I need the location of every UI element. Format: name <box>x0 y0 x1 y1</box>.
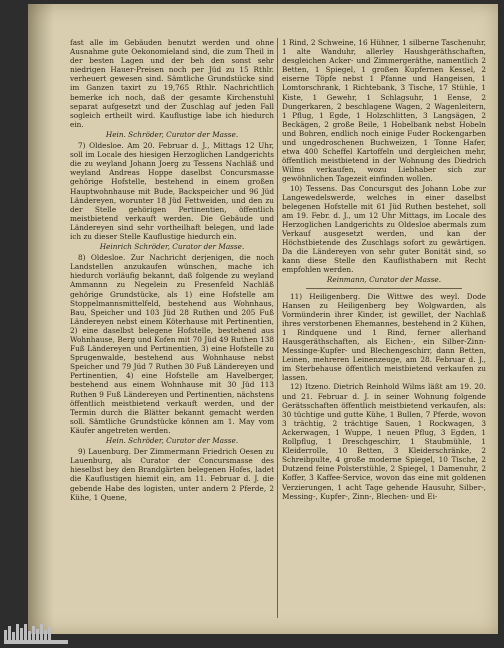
notice-paragraph: 8) Oldesloe. Zur Nachricht derjenigen, die noch Landstellen anzukaufen wünschen, mache ich hiedurch vorläufig bekannt, daß folgende zu weyland Ammannn zu Negelein zu Fresenfeld Nachläß gehörige Grundstücke, als 1) eine Hofstelle am Stoppelmannsmittelfeld, bestehend aus Wohnhaus, Bau, Speicher und 103 Jüd 28 Ruthen und 205 Fuß Ländereyen nebst einem Köterhause mit Pertinentien, 2) eine daselbst belegene Hofstelle, bestehend aus Wohnhause, Berg und Kofen mit 70 Jüd 49 Ruthen 138 Fuß Ländereyen und Pertinentien, 3) eine Hofstelle zu Sprugenwalde, bestehend aus Wohnhause nebst Speicher und 79 Jüd 7 Ruthen 30 Fuß Ländereyen und Pertinentien, 4) eine Hofstelle am Havelberger, bestehend aus einem Wohnhause mit 30 Jüd 113 Ruthen 9 Fuß Ländereyen und Pertinentien, nächstens öffentlich meistbietend verkauft werden, und der Termin durch die Blätter bekannt gemacht werden soll. Sämtliche Grundstücke können am 1. May vom Käufer angetreten werden. <box>70 253 274 435</box>
notice-paragraph: 10) Tessens. Das Concursgut des Johann Lobe zur Langewedelswerde, welches in einer daselbst belegenen Hofstelle mit 61 Jüd Ruthen bestehet, soll am 19. Febr. d. J., um 12 Uhr Mittags, im Locale des Herzoglichen Landgerichts zu Oldesloe abermals zum Verkauf ausgesetzt werden, und kan der Höchstbietende des Zuschlags sofort zu gewärtigen. Da die Ländereyen von sehr guter Bonität sind, so kann diese Stelle den Kauflisthabern mit Recht empfohlen werden. <box>282 183 486 275</box>
signature-line: Hein. Schröder, Curator der Masse. <box>105 129 239 139</box>
archive-barcode-icon <box>4 624 51 640</box>
left-column <box>70 38 274 502</box>
notice-paragraph: 11) Heiligenberg. Die Wittwe des weyl. Dode Hansen zu Heiligenberg bey Wolgwarden, als Vormünderin ihrer Kinder, ist gewillet, der Nachlaß ihres verstorbenen Ehemannes, bestehend in 2 Kühen, 1 Rindquene und 1 Rind, ferner allerhand Hausgeräthschaften, als Eichen-, ein Silber-Zinn-Messinge-Kupfer- und Blechengeschirr, dann Betten, Leinen, mehreren Leinenzeuge, am 28. Februar d. J., im Sterbehause öffentlich meistbietend verkaufen zu lassen. <box>282 291 486 383</box>
column-divider <box>277 38 278 618</box>
signature-line: Heinrich Schröder, Curator der Masse. <box>99 242 245 252</box>
archive-label-bar <box>4 640 68 644</box>
right-column <box>282 38 486 501</box>
notice-paragraph: 12) Itzeno. Dietrich Reinhold Wilms läßt am 19. 20. und 21. Februar d. J. in seiner Wohnung folgende Gerätsschaften öffentlich meistbietend verkaufen, als: 30 tüchtige und gutte Kühe, 1 Bullen, 7 Pferde, wovon 3 trächtig, 2 trächtige Sauen, 1 Rockwagen, 3 Ackerwagen, 1 Wuppe, 1 neuen Pflug, 3 Egden, 1 Rollpflug, 1 Dreschgeschirr, 1 Staubmühle, 1 Kleiderrolle, 10 Betten, 3 Kleiderschränke, 2 Schreibpulte, 4 große moderne Spiegel, 10 Tische, 2 Dutzend feine Polsterstühle, 2 Spiegel, 1 Damenuhr, 2 Koffer, 3 Kaffee-Service, wovon das eine mit goldenen Verzierungen, 1 acht Tage gehende Hausuhr, Silber-, Messing-, Kupfer-, Zinn-, Blechen- und Ei- <box>282 382 486 501</box>
notice-paragraph: 9) Lauenburg. Der Zimmermann Friedrich Oesen zu Lauenburg, als Curator der Concursmasse des hieselbst bey den Brandgärten belegenen Hofes, ladet die Kauflustigen hiemit ein, am 11. Februar d. J. die gebende Habe des logisten, unter andern 2 Pferde, 2 Kühe, 1 Quene, <box>70 447 274 502</box>
signature-line: Reinmann, Curator der Masse. <box>326 275 442 285</box>
notice-paragraph: fast alle im Gebäuden benutzt werden und ohne Ausnahme gute Oekonomieland sind, die zum Theil in der besten Lagen und der beh den sonst sehr niedrigen Hauer-Preisen noch per Jüd zu 15 Rthlr. verheuert gewesen sind. Sämtliche Grundstücke sind im Ganzen taxirt zu 19,765 Rthlr. Nachrichtlich bemerke ich noch, daß der gesamte Kirchenstuhl separat aufgesetzt und der Zuschlag auf jeden Fall sogleich ertheilt wird. Kauflustige labe ich hiedurch ein. <box>70 38 274 129</box>
newspaper-page <box>28 4 498 634</box>
section-rule <box>306 288 462 289</box>
signature-line: Hein. Schröder, Curator der Masse. <box>105 436 239 446</box>
notice-paragraph: 1 Rind, 2 Schweine, 16 Hühner, 1 silberne Taschenuhr, 1 alte Wanduhr, allerley Haushgeräthschaften, desgleichen Acker- und Zimmergeräthe, namentlich 2 Betten, 1 Spiegel, 1 großen Kupfernen Kessel, 2 eiserne Töpfe nebst 1 Pfanne und Hangeisen, 1 Lomtorschrank, 1 Richtebank, 3 Tische, 17 Stühle, 1 Kiste, 1 Gewehr, 1 Schlagsuhr, 1 Eense, 2 Dungerkaren, 2 beschlagene Wagen, 2 Wagenleitern, 1 Pflug, 1 Egde, 1 Holzschlitten, 3 Langsägen, 2 Beckägen, 2 große Beile, 1 Hobelbank nebst Hobeln und Bohren, endlich noch einige Fuder Rockengarben und ungedroschenen Buchweizen, 1 Tonne Hafer, etwa 400 Scheffel Kartoffeln und dergleichen mehr, öffentlich meistbietend in der Wohnung des Diedrich Wilms verkaufen, wozu Liebhaber sich zur gewöhnlichen Tagezeit einfinden wollen. <box>282 38 486 184</box>
notice-paragraph: 7) Oldesloe. Am 20. Februar d. J., Mittags 12 Uhr, soll im Locale des hiesigen Herzoglichen Landgerichts die zu weyland Johann Joerg zu Tessens Nachläß und weyland Andreas Hoppe daselbst Concursmasse gehörige Hofstelle, bestehend in einem großen Hauptwohnhause mit Bude, Backspeicher und 96 Jüd Ländereyen, worunter 18 Jüd Fettweiden, und den zu der Stelle gehörigen Pertinentien, öffentlich meistbietend verkauft werden. Die Gebäude und Ländereyen sind sehr vortheilhaft belegen, und lade ich zu dieser Stelle Kauflustige hiedurch ein. <box>70 141 274 241</box>
